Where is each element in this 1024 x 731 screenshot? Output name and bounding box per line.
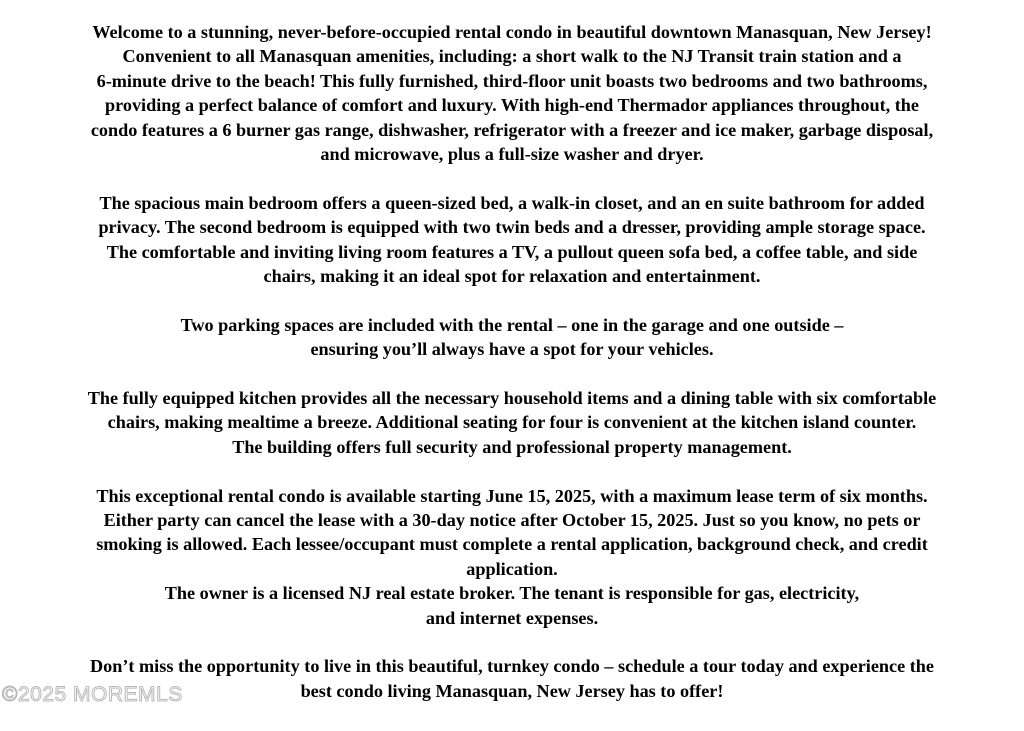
text-line: Two parking spaces are included with the rental – one in the garage and one outside – (180, 314, 844, 335)
text-line: Don’t miss the opportunity to live in this beautiful, turnkey condo – schedule a tour today and experience the (90, 656, 934, 677)
paragraph-lease-terms (28, 484, 996, 630)
text-line: Either party can cancel the lease with a 30-day notice after October 15, 2025. Just so you know, no pets or (103, 510, 921, 531)
paragraph-kitchen (28, 386, 996, 459)
text-line: best condo living Manasquan, New Jersey has to offer! (300, 680, 724, 701)
paragraph-intro (28, 20, 996, 166)
text-line: privacy. The second bedroom is equipped with two twin beds and a dresser, providing ample storage space. (98, 217, 926, 238)
listing-description (28, 20, 996, 703)
text-line: The building offers full security and professional property management. (232, 436, 792, 457)
paragraph-bedrooms (28, 191, 996, 289)
paragraph-parking (28, 313, 996, 362)
text-line: and microwave, plus a full-size washer and dryer. (320, 144, 704, 165)
text-line: The owner is a licensed NJ real estate broker. The tenant is responsible for gas, electricity, (164, 583, 860, 604)
copyright-watermark: ©2025 MOREMLS (2, 683, 183, 706)
text-line: The spacious main bedroom offers a queen-sized bed, a walk-in closet, and an en suite bathroom for added (99, 192, 925, 213)
text-line: application. (466, 558, 558, 579)
text-line: Welcome to a stunning, never-before-occupied rental condo in beautiful downtown Manasquan, New Jersey! (92, 22, 932, 42)
text-line: chairs, making mealtime a breeze. Additional seating for four is convenient at the kitchen island counter. (107, 412, 917, 433)
text-line: condo features a 6 burner gas range, dishwasher, refrigerator with a freezer and ice maker, garbage disposal, (90, 119, 934, 140)
text-line: ensuring you’ll always have a spot for your vehicles. (310, 339, 714, 360)
text-line: 6-minute drive to the beach! This fully furnished, third-floor unit boasts two bedrooms and two bathrooms, (96, 70, 928, 91)
text-line: This exceptional rental condo is available starting June 15, 2025, with a maximum lease term of six months. (96, 485, 928, 506)
text-line: smoking is allowed. Each lessee/occupant must complete a rental application, background check, and credit (96, 534, 928, 555)
text-line: The fully equipped kitchen provides all the necessary household items and a dining table with six comfortable (87, 388, 937, 409)
text-line: chairs, making it an ideal spot for relaxation and entertainment. (263, 266, 761, 287)
text-line: The comfortable and inviting living room features a TV, a pullout queen sofa bed, a coffee table, and side (106, 241, 918, 262)
text-line: and internet expenses. (425, 607, 599, 628)
text-line: providing a perfect balance of comfort and luxury. With high-end Thermador appliances throughout, the (105, 95, 919, 116)
text-line: Convenient to all Manasquan amenities, including: a short walk to the NJ Transit train station and a (122, 46, 902, 67)
